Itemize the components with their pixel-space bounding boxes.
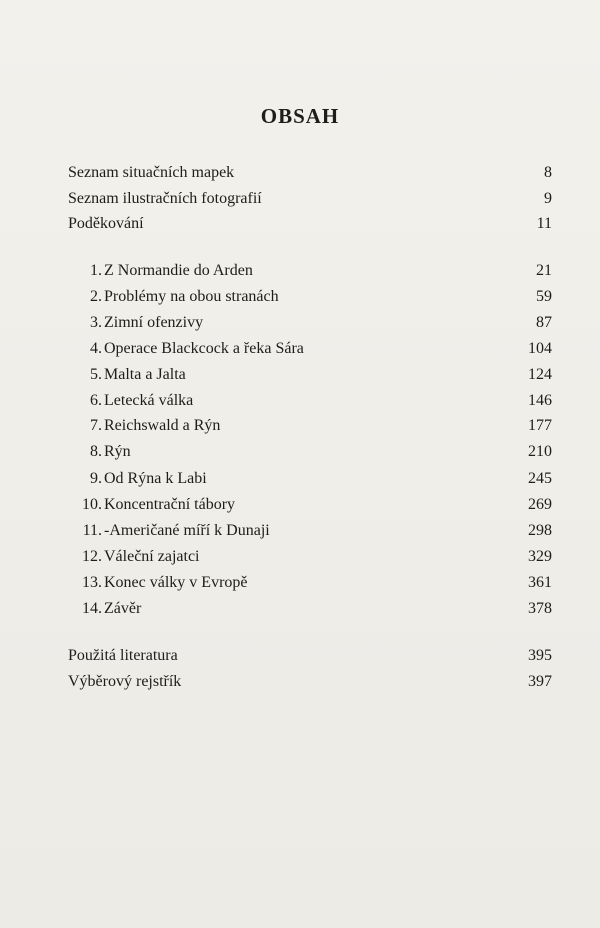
toc-chapter bbox=[68, 468, 552, 490]
toc-entry-page: 397 bbox=[528, 673, 552, 690]
chapter-page: 21 bbox=[536, 262, 552, 279]
toc-entry-label: Použitá literatura bbox=[68, 647, 178, 664]
chapter-number: 8. bbox=[90, 443, 102, 460]
chapter-title: Závěr bbox=[104, 600, 142, 617]
toc-chapter bbox=[68, 312, 552, 334]
chapter-number: 5. bbox=[90, 366, 102, 383]
toc-entry-label: Výběrový rejstřík bbox=[68, 673, 182, 690]
toc-chapter bbox=[68, 598, 552, 620]
toc-chapter bbox=[68, 441, 552, 463]
chapter-title: Od Rýna k Labi bbox=[104, 470, 207, 487]
chapter-page: 59 bbox=[536, 288, 552, 305]
toc-entry-label: Seznam ilustračních fotografií bbox=[68, 190, 262, 207]
chapter-number: 14. bbox=[82, 600, 102, 617]
toc-chapter bbox=[68, 415, 552, 437]
chapter-number: 13. bbox=[82, 574, 102, 591]
toc-chapter bbox=[68, 286, 552, 308]
chapter-page: 104 bbox=[528, 340, 552, 357]
chapter-number: 2. bbox=[90, 288, 102, 305]
toc-entry-page: 395 bbox=[528, 647, 552, 664]
chapter-title: Konec války v Evropě bbox=[104, 574, 248, 591]
page-title: OBSAH bbox=[260, 104, 340, 128]
toc-chapter bbox=[68, 364, 552, 386]
toc-entry-label: Poděkování bbox=[68, 215, 144, 232]
chapter-title: -Američané míří k Dunaji bbox=[104, 522, 270, 539]
chapter-page: 177 bbox=[528, 417, 552, 434]
chapter-page: 245 bbox=[528, 470, 552, 487]
chapter-page: 378 bbox=[528, 600, 552, 617]
chapter-number: 9. bbox=[90, 470, 102, 487]
chapter-number: 4. bbox=[90, 340, 102, 357]
chapter-page: 146 bbox=[528, 392, 552, 409]
toc-chapter bbox=[68, 260, 552, 282]
toc-entry-bibliography bbox=[68, 645, 552, 667]
chapter-title: Reichswald a Rýn bbox=[104, 417, 221, 434]
chapter-number: 7. bbox=[90, 417, 102, 434]
toc-chapter bbox=[68, 546, 552, 568]
chapter-title: Zimní ofenzivy bbox=[104, 314, 204, 331]
chapter-page: 298 bbox=[528, 522, 552, 539]
toc-chapter bbox=[68, 390, 552, 412]
chapter-number: 1. bbox=[90, 262, 102, 279]
toc-entry-page: 9 bbox=[544, 190, 552, 207]
toc-entry-acknowledgements bbox=[68, 213, 552, 235]
chapter-number: 6. bbox=[90, 392, 102, 409]
toc-entry-page: 8 bbox=[544, 164, 552, 181]
chapter-title: Z Normandie do Arden bbox=[104, 262, 253, 279]
toc-chapter bbox=[68, 338, 552, 360]
chapter-title: Operace Blackcock a řeka Sára bbox=[104, 340, 304, 357]
chapter-number: 11. bbox=[82, 522, 102, 539]
chapter-page: 210 bbox=[528, 443, 552, 460]
toc-chapter bbox=[68, 520, 552, 542]
toc-entry-list-of-photos bbox=[68, 188, 552, 210]
chapter-page: 361 bbox=[528, 574, 552, 591]
chapter-title: Rýn bbox=[104, 443, 131, 460]
toc-chapter bbox=[68, 572, 552, 594]
chapter-number: 12. bbox=[82, 548, 102, 565]
toc-entry-label: Seznam situačních mapek bbox=[68, 164, 235, 181]
chapter-number: 10. bbox=[82, 496, 102, 513]
chapter-page: 269 bbox=[528, 496, 552, 513]
toc-entry-index bbox=[68, 671, 552, 693]
chapter-title: Koncentrační tábory bbox=[104, 496, 236, 513]
chapter-title: Malta a Jalta bbox=[104, 366, 186, 383]
chapter-title: Problémy na obou stranách bbox=[104, 288, 279, 305]
toc-chapter bbox=[68, 494, 552, 516]
chapter-page: 329 bbox=[528, 548, 552, 565]
toc-entry-list-of-maps bbox=[68, 162, 552, 184]
chapter-number: 3. bbox=[90, 314, 102, 331]
chapter-title: Váleční zajatci bbox=[104, 548, 200, 565]
toc-entry-page: 11 bbox=[536, 215, 552, 232]
chapter-page: 124 bbox=[528, 366, 552, 383]
chapter-page: 87 bbox=[536, 314, 552, 331]
chapter-title: Letecká válka bbox=[104, 392, 194, 409]
